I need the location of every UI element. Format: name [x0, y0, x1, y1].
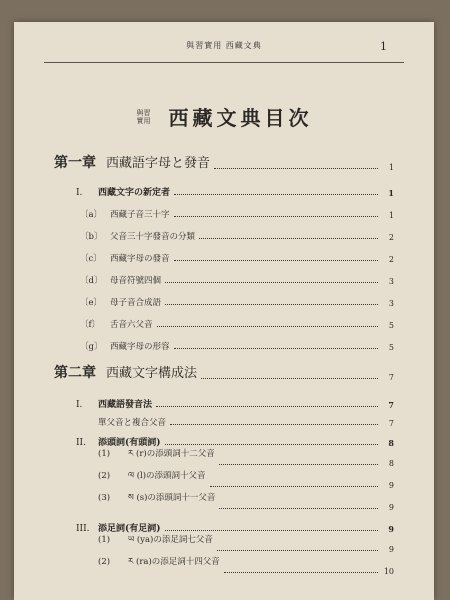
toc-item-b: 〔b〕 父音三十字發音の分類 2 — [80, 232, 394, 242]
running-head-title: 與習實用 西藏文典 — [186, 41, 262, 50]
section-title: 西藏文字の新定者 — [98, 188, 171, 198]
toc-page-number: 7 — [388, 373, 394, 382]
toc-item-c: 〔c〕 西藏字母の發音 2 — [80, 254, 394, 264]
toc-page-number: 1 — [388, 163, 394, 172]
header-rule — [44, 62, 404, 63]
page-title: 西藏文典目次 — [168, 106, 313, 130]
leader-dots — [174, 194, 378, 195]
toc-item-3-2: (2) ལ (l)の添頭詞十父音 9 — [98, 471, 394, 490]
chapter-number: 第二章 — [54, 365, 96, 381]
toc-item-a: 〔a〕 西藏子音三十字 1 — [80, 210, 394, 220]
toc-item-e: 〔e〕 母子音合成語 3 — [80, 298, 394, 308]
page-number: 1 — [380, 40, 388, 53]
chapter-title: 西藏文字構成法 — [106, 366, 198, 381]
toc-item-4-2: (2) ར (ra)の添足詞十四父音 10 — [98, 557, 394, 576]
toc-section-2: I. 西藏語發音法 7 — [76, 400, 394, 410]
toc-item-f: 〔f〕 舌音六父音 5 — [80, 320, 394, 330]
toc-item-consonants: 單父音と複合父音 7 — [98, 418, 394, 428]
chapter-title: 西藏語字母と發音 — [106, 156, 211, 171]
toc-chapter-1 — [54, 156, 394, 172]
title-prefix: 與習實用 — [136, 108, 151, 125]
toc-section-3: II. 添頭詞(有頭詞) 8 — [76, 438, 394, 448]
leader-dots — [214, 168, 378, 169]
section-number: I. — [76, 188, 83, 198]
toc-item-3-3: (3) ས (s)の添頭詞十一父音 9 — [98, 493, 394, 512]
toc-chapter-2 — [54, 366, 394, 382]
toc-section-4: III. 添足詞(有足詞) 9 — [76, 524, 394, 534]
toc-title — [14, 102, 434, 130]
chapter-number: 第一章 — [54, 155, 96, 171]
toc-item-4-1: (1) ཡ (ya)の添足詞七父音 9 — [98, 535, 394, 554]
toc-item-g: 〔g〕 西藏字母の形容 5 — [80, 342, 394, 352]
toc-section-1 — [76, 182, 394, 198]
book-page — [14, 22, 434, 600]
leader-dots — [201, 378, 378, 379]
running-head — [14, 40, 434, 56]
toc-item-3-1: (1) ར (r)の添頭詞十二父音 8 — [98, 449, 394, 468]
toc-item-d: 〔d〕 母音符號四個 3 — [80, 276, 394, 286]
toc-page-number: 1 — [388, 188, 394, 198]
